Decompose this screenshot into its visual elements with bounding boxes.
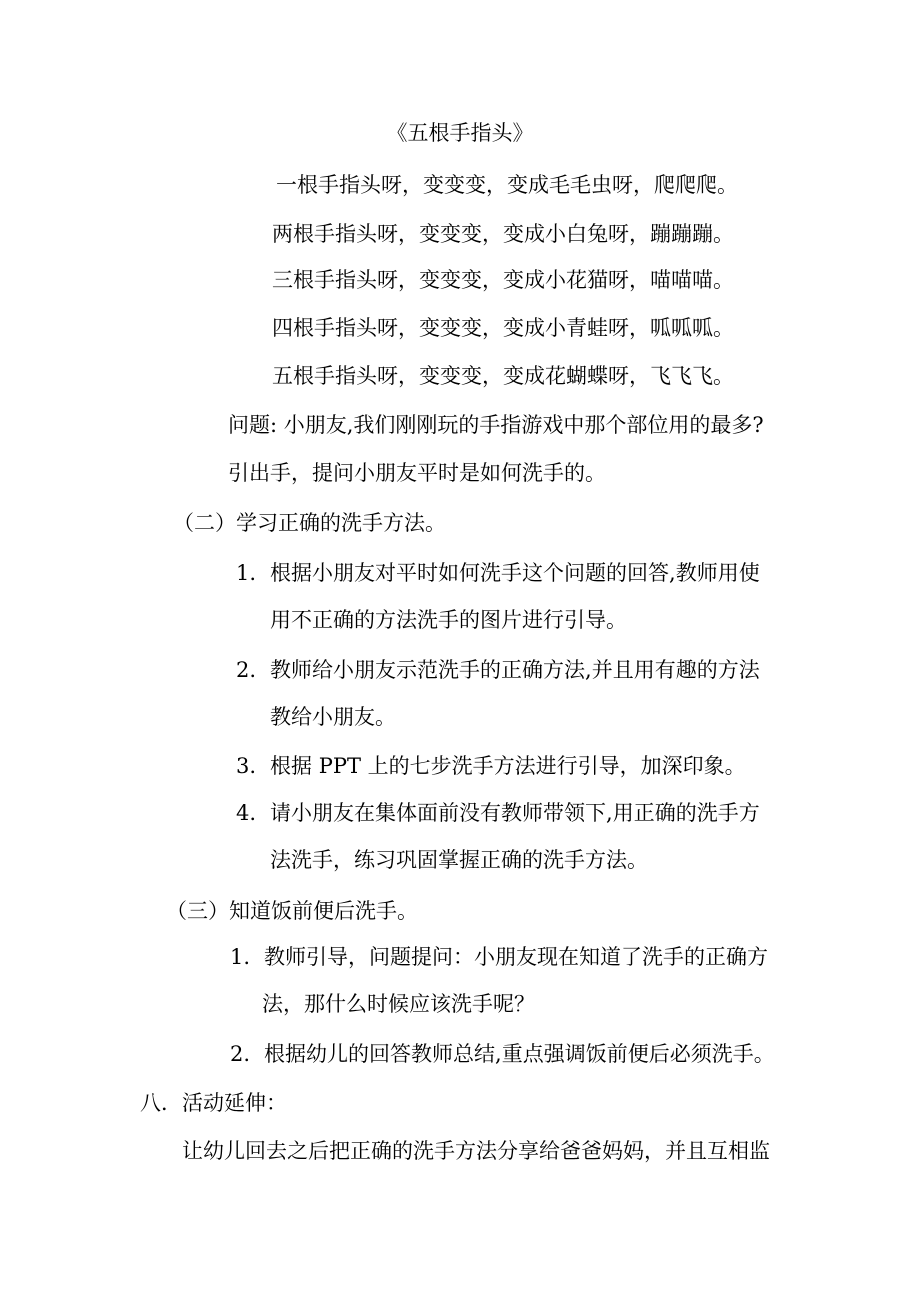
item-number: 2. bbox=[230, 1042, 251, 1066]
section-8-heading: 八．活动延伸： bbox=[140, 1091, 287, 1115]
section-3-item-1-line-2: 法，那什么时候应该洗手呢？ bbox=[262, 992, 535, 1016]
section-2-heading: （二）学习正确的洗手方法。 bbox=[173, 511, 446, 535]
item-text: 教师引导，问题提问：小朋友现在知道了洗手的正确方 bbox=[264, 945, 769, 969]
lead-text: 引出手，提问小朋友平时是如何洗手的。 bbox=[228, 461, 606, 485]
section-3-heading: （三）知道饭前便后洗手。 bbox=[166, 899, 418, 923]
section-2-item-2-line-2: 教给小朋友。 bbox=[270, 705, 396, 729]
poem-title: 《五根手指头》 bbox=[386, 121, 534, 145]
section-3-item-1-line-1 bbox=[230, 943, 768, 971]
section-2-item-4-line-2: 法洗手，练习巩固掌握正确的洗手方法。 bbox=[270, 848, 648, 872]
poem-line-1: 一根手指头呀，变变变，变成毛毛虫呀，爬爬爬。 bbox=[276, 173, 738, 197]
section-8-body: 让幼儿回去之后把正确的洗手方法分享给爸爸妈妈，并且互相监 bbox=[182, 1139, 770, 1163]
section-2-item-1-line-2: 用不正确的方法洗手的图片进行引导。 bbox=[270, 608, 627, 632]
section-2-item-1-line-1 bbox=[236, 559, 760, 587]
item-number: 4. bbox=[236, 801, 257, 825]
item-text: 教师给小朋友示范洗手的正确方法,并且用有趣的方法 bbox=[270, 658, 760, 682]
poem-line-3: 三根手指头呀，变变变，变成小花猫呀，喵喵喵。 bbox=[272, 268, 734, 292]
item-text: 根据 PPT 上的七步洗手方法进行引导，加深印象。 bbox=[270, 754, 746, 778]
section-2-item-4-line-1 bbox=[236, 799, 760, 827]
poem-line-2: 两根手指头呀，变变变，变成小白兔呀，蹦蹦蹦。 bbox=[272, 222, 734, 246]
section-3-item-2-line-1 bbox=[230, 1040, 775, 1068]
poem-line-4: 四根手指头呀，变变变，变成小青蛙呀，呱呱呱。 bbox=[272, 316, 734, 340]
item-number: 1. bbox=[236, 561, 257, 585]
item-text: 根据小朋友对平时如何洗手这个问题的回答,教师用使 bbox=[270, 561, 760, 585]
item-number: 1. bbox=[230, 945, 251, 969]
item-number: 2. bbox=[236, 658, 257, 682]
poem-line-5: 五根手指头呀，变变变，变成花蝴蝶呀，飞飞飞。 bbox=[272, 364, 734, 388]
item-number: 3. bbox=[236, 754, 257, 778]
section-2-item-2-line-1 bbox=[236, 656, 760, 684]
question-text: 问题: 小朋友,我们刚刚玩的手指游戏中那个部位用的最多? bbox=[228, 413, 764, 437]
item-text: 请小朋友在集体面前没有教师带领下,用正确的洗手方 bbox=[270, 801, 760, 825]
item-text: 根据幼儿的回答教师总结,重点强调饭前便后必须洗手。 bbox=[264, 1042, 775, 1066]
section-2-item-3-line-1 bbox=[236, 752, 746, 780]
